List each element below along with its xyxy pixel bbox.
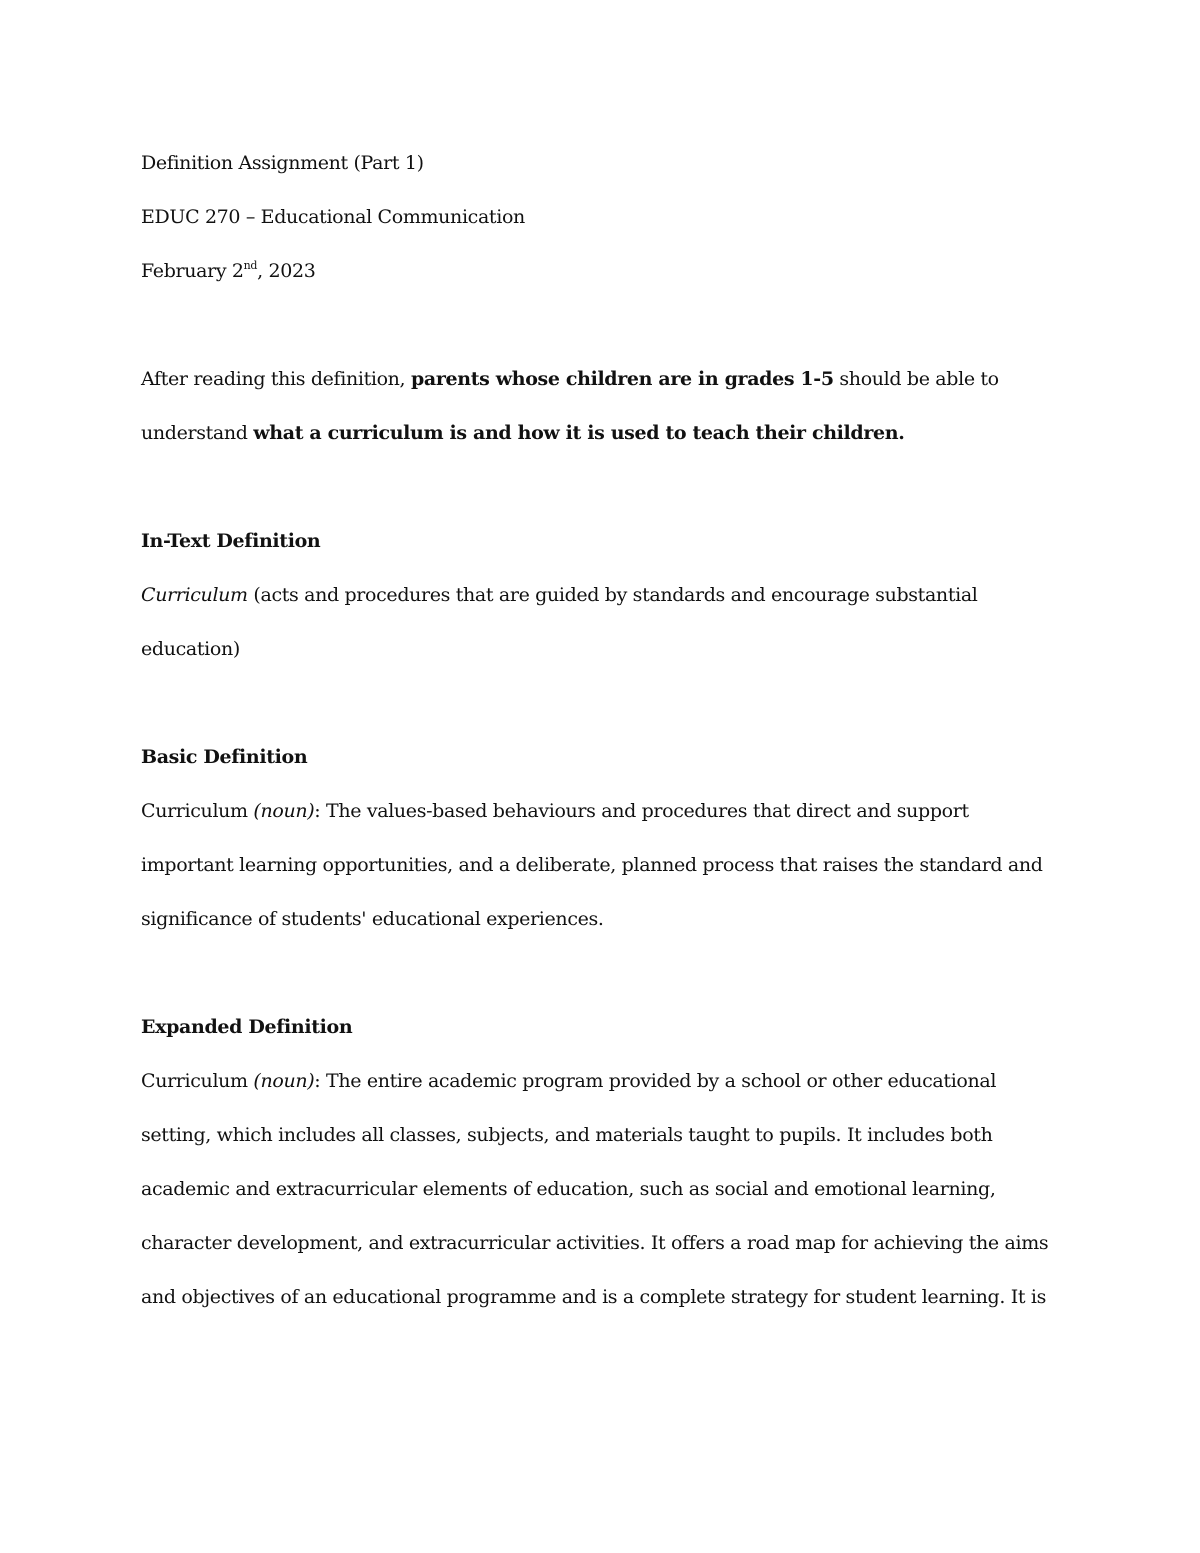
expanded-definition-line-2: setting, which includes all classes, subjects, and materials taught to pupils. It includes both [141, 1124, 993, 1146]
expanded-definition-heading: Expanded Definition [141, 1016, 353, 1038]
date-month: February 2 [141, 260, 244, 282]
document-body [141, 136, 1061, 1324]
expanded-definition-line-4: character development, and extracurricular activities. It offers a road map for achieving the aims [141, 1232, 1049, 1254]
term: Curriculum [141, 584, 248, 606]
basic-definition-heading: Basic Definition [141, 746, 308, 768]
spacer [141, 298, 1061, 352]
course-name: EDUC 270 – Educational Communication [141, 206, 525, 228]
expanded-definition-line-1: Curriculum (noun): The entire academic program provided by a school or other educational [141, 1070, 997, 1092]
audience-text: parents whose children are in grades 1-5 [410, 368, 834, 390]
in-text-definition-line-1: Curriculum (acts and procedures that are guided by standards and encourage substantial [141, 584, 978, 606]
date-year: , 2023 [257, 260, 316, 282]
document-title: Definition Assignment (Part 1) [141, 152, 424, 174]
part-of-speech: (noun) [253, 800, 315, 822]
term: Curriculum [141, 1070, 254, 1092]
term: Curriculum [141, 800, 254, 822]
basic-definition-line-1: Curriculum (noun): The values-based behaviours and procedures that direct and support [141, 800, 969, 822]
basic-definition-line-3: significance of students' educational experiences. [141, 908, 604, 930]
date-ordinal-suffix: nd [243, 259, 258, 272]
document-date [141, 244, 1061, 298]
purpose-line-1: After reading this definition, parents whose children are in grades 1-5 should be able to [141, 368, 999, 390]
spacer [141, 460, 1061, 514]
purpose-line-2: understand what a curriculum is and how it is used to teach their children. [141, 422, 905, 444]
in-text-definition-heading: In-Text Definition [141, 530, 321, 552]
expanded-definition-line-5: and objectives of an educational programme and is a complete strategy for student learning. It is [141, 1286, 1046, 1308]
part-of-speech: (noun) [253, 1070, 315, 1092]
expanded-definition-line-3: academic and extracurricular elements of education, such as social and emotional learning, [141, 1178, 996, 1200]
goal-text: what a curriculum is and how it is used to teach their children. [253, 422, 905, 444]
in-text-definition-line-2: education) [141, 638, 240, 660]
spacer [141, 946, 1061, 1000]
basic-definition-line-2: important learning opportunities, and a deliberate, planned process that raises the standard and [141, 854, 1043, 876]
spacer [141, 676, 1061, 730]
